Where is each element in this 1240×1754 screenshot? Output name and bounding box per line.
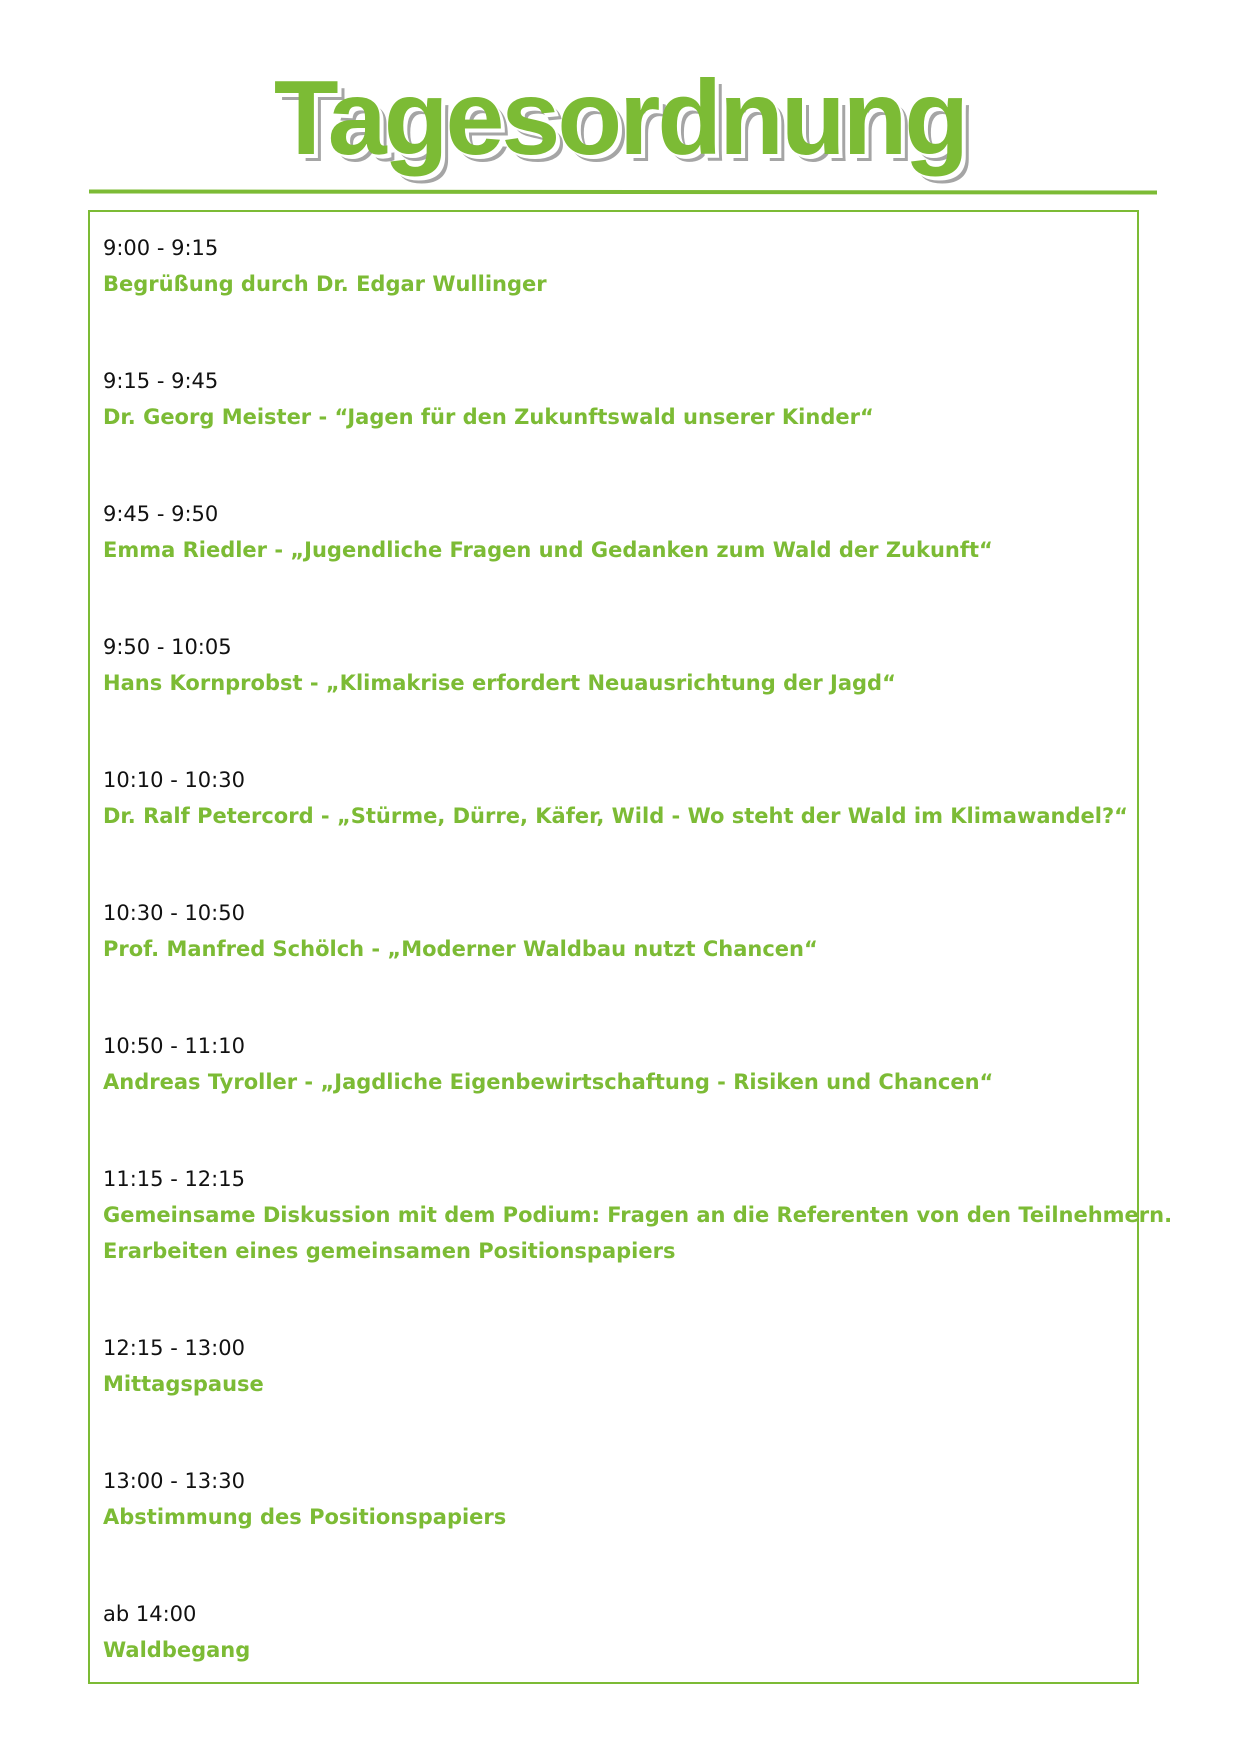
agenda-item <box>103 1161 1173 1269</box>
agenda-item <box>103 1028 1127 1100</box>
agenda-time: 10:30 - 10:50 <box>103 901 245 925</box>
agenda-topic: Gemeinsame Diskussion mit dem Podium: Fragen an die Referenten von den Teilnehmern. <box>103 1203 1173 1227</box>
agenda-time: 12:15 - 13:00 <box>103 1336 245 1360</box>
agenda-topic: Hans Kornprobst - „Klimakrise erfordert Neuausrichtung der Jagd“ <box>103 671 896 695</box>
agenda-item <box>103 1330 1127 1402</box>
agenda-box <box>88 210 1173 1684</box>
agenda-item <box>103 496 1127 568</box>
agenda-topic: Dr. Ralf Petercord - „Stürme, Dürre, Käfer, Wild - Wo steht der Wald im Klimawandel?“ <box>103 804 1128 828</box>
agenda-item <box>103 1463 1127 1535</box>
agenda-topic: Abstimmung des Positionspapiers <box>103 1505 507 1529</box>
agenda-topic: Dr. Georg Meister - “Jagen für den Zukunftswald unserer Kinder“ <box>103 405 874 429</box>
agenda-item <box>103 363 1127 435</box>
agenda-item <box>103 230 1127 302</box>
agenda-item <box>103 629 1127 701</box>
agenda-time: 11:15 - 12:15 <box>103 1167 245 1191</box>
agenda-topic: Prof. Manfred Schölch - „Moderner Waldbau nutzt Chancen“ <box>103 937 818 961</box>
agenda-topic: Andreas Tyroller - „Jagdliche Eigenbewirtschaftung - Risiken und Chancen“ <box>103 1070 994 1094</box>
agenda-topic: Erarbeiten eines gemeinsamen Positionspapiers <box>103 1239 676 1263</box>
agenda-time: 9:15 - 9:45 <box>103 369 219 393</box>
agenda-time: ab 14:00 <box>103 1602 197 1626</box>
agenda-topic: Waldbegang <box>103 1638 251 1662</box>
agenda-time: 10:10 - 10:30 <box>103 768 245 792</box>
agenda-time: 9:50 - 10:05 <box>103 635 232 659</box>
agenda-time: 9:45 - 9:50 <box>103 502 219 526</box>
agenda-time: 10:50 - 11:10 <box>103 1034 245 1058</box>
agenda-topic: Emma Riedler - „Jugendliche Fragen und Gedanken zum Wald der Zukunft“ <box>103 538 993 562</box>
agenda-item <box>103 895 1127 967</box>
title-divider <box>89 189 1157 194</box>
agenda-item <box>103 1596 1127 1668</box>
agenda-time: 9:00 - 9:15 <box>103 236 219 260</box>
page-title: Tagesordnung <box>273 59 967 177</box>
agenda-topic: Mittagspause <box>103 1372 264 1396</box>
agenda-time: 13:00 - 13:30 <box>103 1469 245 1493</box>
agenda-item <box>103 762 1127 834</box>
agenda-topic: Begrüßung durch Dr. Edgar Wullinger <box>103 272 547 296</box>
